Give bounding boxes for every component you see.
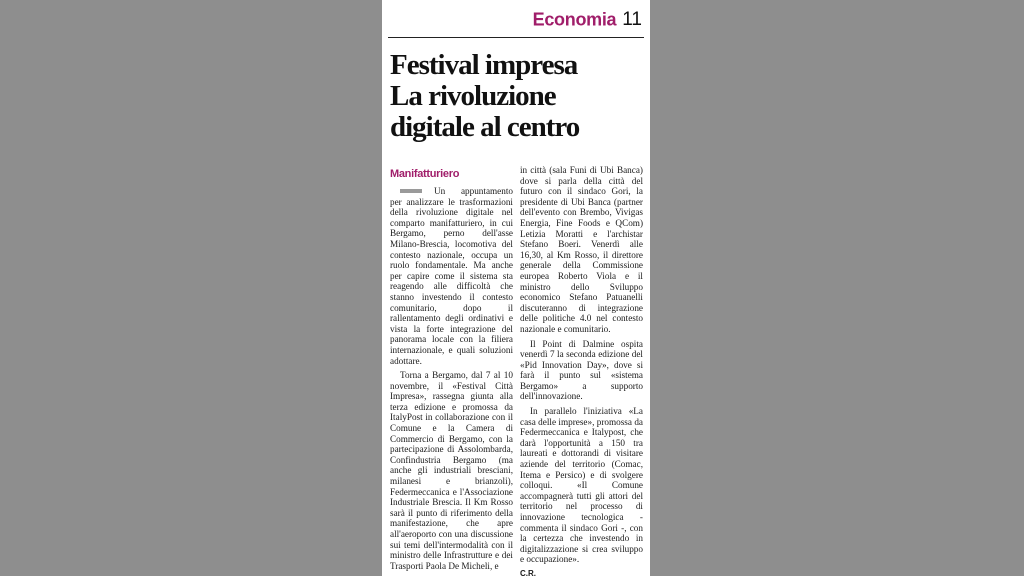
headline-line: La rivoluzione — [390, 80, 556, 112]
article-headline — [390, 50, 644, 143]
author-signature: C.R. — [520, 568, 536, 576]
body-paragraph — [390, 186, 513, 366]
body-paragraph: Torna a Bergamo, dal 7 al 10 novembre, il «Festival Città Impresa», rassegna giunta alla terza edizione e promossa da ItalyPost in collaborazione con il Comune e la Camera di Commercio di Bergamo, con la partecipazione di Assolombarda, Confindustria Bergamo (ma anche gli industriali bresciani, milanesi e brianzoli), Federmeccanica e l'Associazione Industriale Brescia. Il Km Rosso sarà il punto di riferimento della manifestazione, che apre all'aeroporto con una discussione sui temi dell'intermodalità con il ministro delle Infrastrutture e dei Trasporti Paola De Micheli, e — [390, 370, 513, 571]
headline-line: digitale al centro — [390, 111, 580, 143]
headline-line: Festival impresa — [390, 49, 578, 81]
paragraph-text: Un appuntamento per analizzare le trasformazioni della rivoluzione digitale nel comparto manifatturiero, in cui Bergamo, perno dell'asse Milano-Brescia, locomotiva del contesto nazionale, occupa un ruolo fondamentale. Ma anche per capire come il sistema sta reagendo alle difficoltà che stanno investendo il contesto comunitario, dopo il rallentamento degli ordinativi e vista la forte integrazione del panorama locale con la filiera internazionale, e quali soluzioni adottare. — [390, 186, 513, 366]
body-column-right — [520, 165, 643, 576]
body-paragraph: in città (sala Funi di Ubi Banca) dove si parla della città del futuro con il sindaco Gori, la presidente di Ubi Banca (partner dell'evento con Brembo, Vivigas Energia, Fine Foods e QCom) Letizia Moratti e l'archistar Stefano Boeri. Venerdì alle 16,30, al Km Rosso, il direttore generale della Commissione europea Roberto Viola e il ministro dello Sviluppo economico Stefano Patuanelli discuteranno di integrazione delle politiche 4.0 nel contesto nazionale e comunitario. — [520, 165, 643, 334]
page-number: 11 — [622, 9, 642, 30]
lead-bar — [400, 189, 422, 193]
header-rule — [388, 37, 644, 38]
body-paragraph: Il Point di Dalmine ospita venerdì 7 la seconda edizione del «Pid Innovation Day», dove si farà il punto sul «sistema Bergamo» a supporto dell'innovazione. — [520, 338, 643, 402]
body-column-left — [390, 186, 513, 575]
article-kicker: Manifatturiero — [390, 168, 460, 180]
newspaper-page — [382, 0, 650, 576]
section-title: Economia — [532, 9, 617, 30]
page-header — [382, 9, 642, 35]
body-paragraph: In parallelo l'iniziativa «La casa delle imprese», promossa da Federmeccanica e Italypost, che darà l'opportunità a 150 tra laureati e dottorandi di visitare aziende del territorio (Comac, Itema e Persico) e di svolgere colloqui. «Il Comune accompagnerà tutti gli attori del territorio nel processo di innovazione tecnologica - commenta il sindaco Gori -, con la certezza che investendo in digitalizzazione si crea sviluppo e occupazione». — [520, 406, 643, 565]
